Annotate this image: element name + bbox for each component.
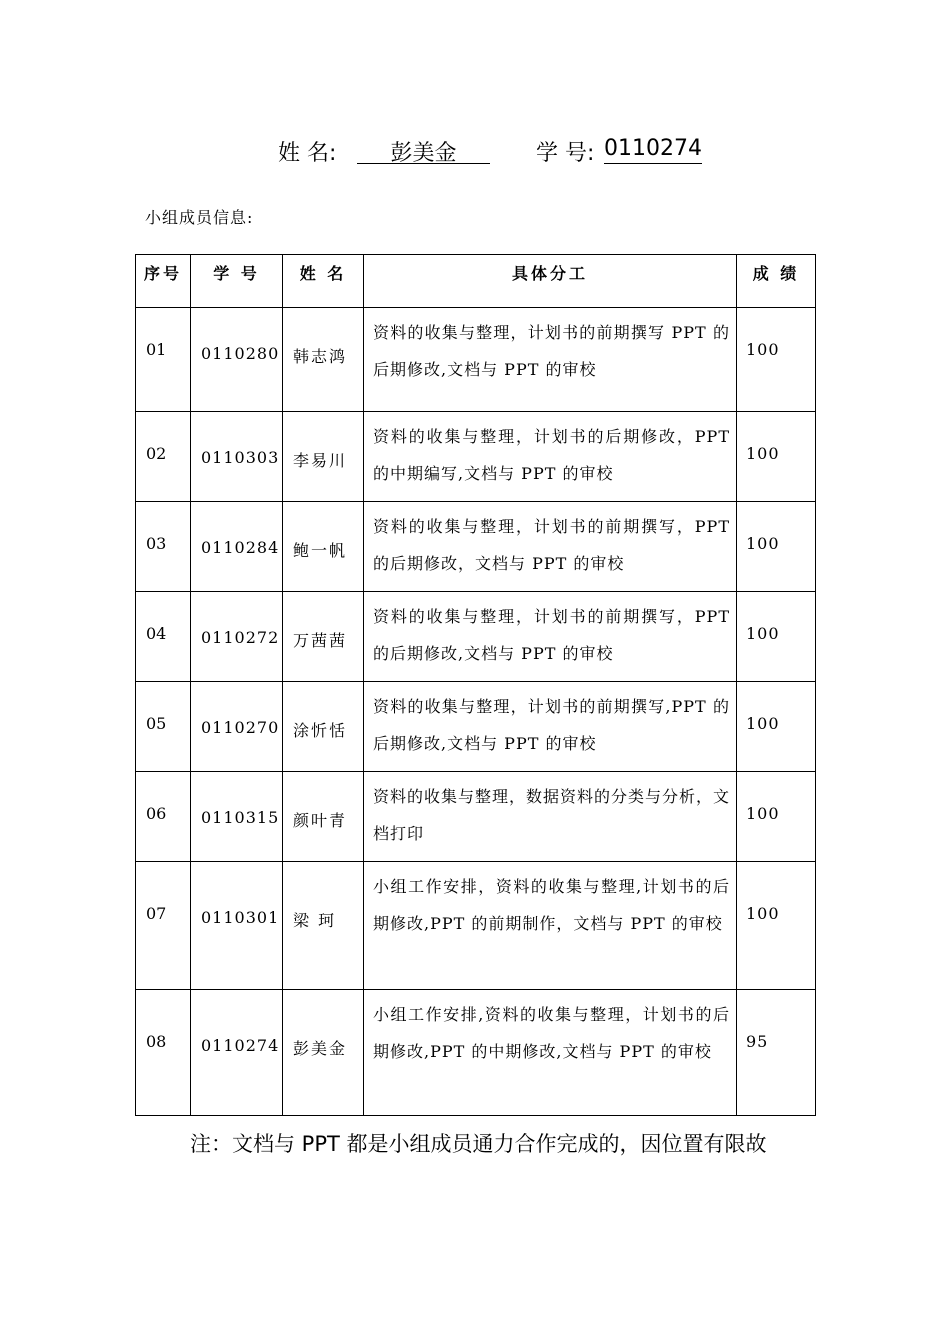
- col-header-id: 学 号: [191, 255, 283, 308]
- row-score: 100: [746, 904, 780, 923]
- row-seq: 05: [146, 714, 167, 733]
- row-score: 95: [746, 1032, 769, 1051]
- row-student-id: 0110284: [201, 538, 280, 557]
- table-row: [136, 592, 816, 682]
- row-duty: 资料的收集与整理，计划书的前期撰写 PPT 的后期修改,文档与 PPT 的审校: [373, 323, 730, 379]
- row-duty: 资料的收集与整理，计划书的后期修改，PPT 的中期编写,文档与 PPT 的审校: [373, 427, 730, 483]
- name-label: 姓 名:: [278, 141, 337, 166]
- row-student-id: 0110272: [201, 628, 280, 647]
- row-name: 鲍一帆: [293, 541, 348, 560]
- table-row: [136, 412, 816, 502]
- row-student-id: 0110274: [201, 1036, 280, 1055]
- members-table: [135, 254, 816, 1116]
- header: [0, 136, 950, 170]
- table-row: [136, 502, 816, 592]
- row-duty: 小组工作安排，资料的收集与整理,计划书的后期修改,PPT 的前期制作，文档与 PPT 的审校: [373, 877, 730, 933]
- name-value: 彭美金: [357, 136, 490, 164]
- row-seq: 08: [146, 1032, 167, 1051]
- row-score: 100: [746, 444, 780, 463]
- row-duty: 小组工作安排,资料的收集与整理，计划书的后期修改,PPT 的中期修改,文档与 PPT 的审校: [373, 1005, 730, 1061]
- row-student-id: 0110280: [201, 344, 280, 363]
- col-header-duty: 具体分工: [364, 255, 737, 308]
- row-duty: 资料的收集与整理，计划书的前期撰写，PPT 的后期修改，文档与 PPT 的审校: [373, 517, 730, 573]
- table-row: [136, 990, 816, 1116]
- student-id-label: 学 号:: [536, 141, 595, 166]
- row-name: 万茜茜: [293, 631, 348, 650]
- row-name: 梁 珂: [293, 911, 337, 930]
- row-student-id: 0110315: [201, 808, 280, 827]
- row-seq: 03: [146, 534, 167, 553]
- table-header-row: [136, 255, 816, 308]
- col-header-seq: 序号: [136, 255, 191, 308]
- student-id-value: 0110274: [604, 136, 702, 164]
- col-header-name: 姓 名: [283, 255, 364, 308]
- row-student-id: 0110301: [201, 908, 280, 927]
- footnote: 注：文档与 PPT 都是小组成员通力合作完成的，因位置有限故: [190, 1132, 767, 1156]
- row-student-id: 0110270: [201, 718, 280, 737]
- row-seq: 07: [146, 904, 167, 923]
- row-seq: 06: [146, 804, 167, 823]
- row-duty: 资料的收集与整理，数据资料的分类与分析，文档打印: [373, 787, 731, 843]
- table-row: [136, 308, 816, 412]
- row-duty: 资料的收集与整理，计划书的前期撰写，PPT 的后期修改,文档与 PPT 的审校: [373, 607, 730, 663]
- row-score: 100: [746, 714, 780, 733]
- row-name: 颜叶青: [293, 811, 348, 830]
- row-name: 涂忻恬: [293, 721, 348, 740]
- col-header-score: 成 绩: [737, 255, 816, 308]
- row-seq: 01: [146, 340, 167, 359]
- table-row: [136, 862, 816, 990]
- row-name: 彭美金: [293, 1039, 348, 1058]
- row-duty: 资料的收集与整理，计划书的前期撰写,PPT 的后期修改,文档与 PPT 的审校: [373, 697, 730, 753]
- row-score: 100: [746, 534, 780, 553]
- row-score: 100: [746, 340, 780, 359]
- table-row: [136, 682, 816, 772]
- table-row: [136, 772, 816, 862]
- row-student-id: 0110303: [201, 448, 280, 467]
- row-score: 100: [746, 804, 780, 823]
- row-score: 100: [746, 624, 780, 643]
- row-seq: 04: [146, 624, 167, 643]
- row-name: 韩志鸿: [293, 347, 348, 366]
- row-name: 李易川: [293, 451, 348, 470]
- members-label: 小组成员信息:: [145, 208, 254, 227]
- row-seq: 02: [146, 444, 167, 463]
